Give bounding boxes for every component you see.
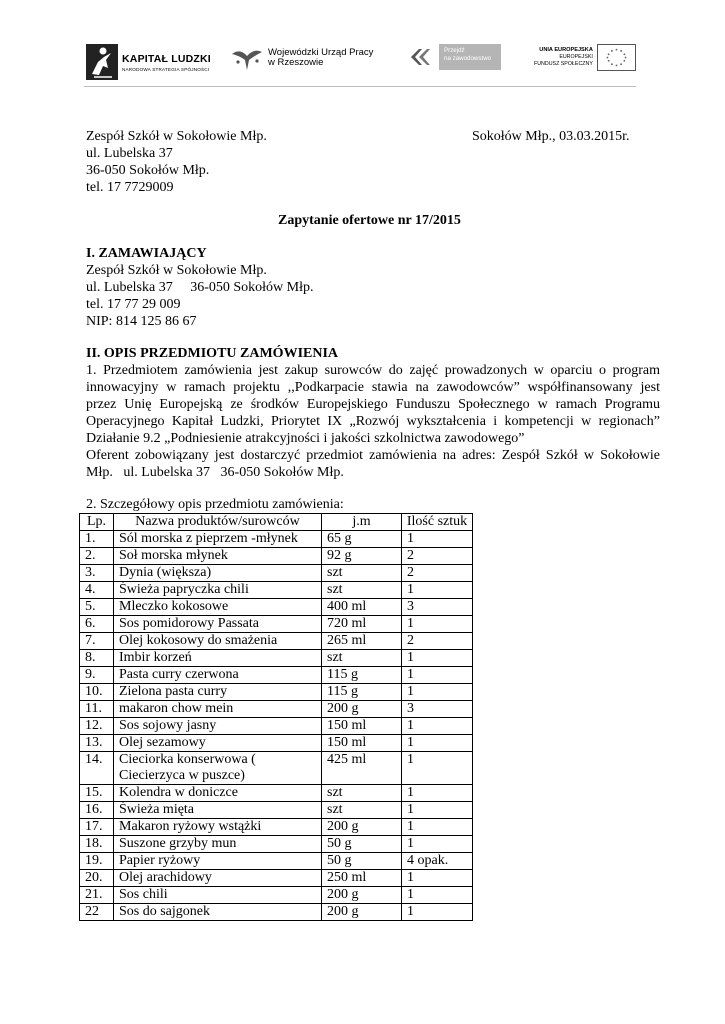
- cell-unit: szt: [322, 582, 402, 599]
- ue-line2: EUROPEJSKI: [559, 54, 593, 61]
- section1-line: ul. Lubelska 37 36-050 Sokołów Młp.: [86, 280, 314, 295]
- cell-lp: 19.: [80, 853, 114, 870]
- cell-unit: 65 g: [322, 531, 402, 548]
- kapital-ludzki-logo: [86, 44, 211, 80]
- cell-lp: 5.: [80, 599, 114, 616]
- section2-paragraph-line: Oferent zobowiązany jest dostarczyć przedmiot zamówienia na adres: Zespół Szkół w Sokołowie: [86, 448, 660, 463]
- cell-unit: 150 ml: [322, 718, 402, 735]
- header-name: Nazwa produktów/surowców: [114, 514, 322, 531]
- przejdz-chevron-icon: [409, 46, 435, 68]
- cell-quantity: 1: [402, 785, 473, 802]
- cell-lp: 20.: [80, 870, 114, 887]
- cell-name: Sos sojowy jasny: [114, 718, 322, 735]
- cell-unit: 400 ml: [322, 599, 402, 616]
- section1-heading: I. ZAMAWIAJĄCY: [86, 246, 207, 261]
- cell-quantity: 1: [402, 684, 473, 701]
- cell-name: Pasta curry czerwona: [114, 667, 322, 684]
- sender-name: Zespół Szkół w Sokołowie Młp.: [86, 129, 267, 144]
- cell-quantity: 1: [402, 735, 473, 752]
- cell-name: Mleczko kokosowe: [114, 599, 322, 616]
- cell-name: Papier ryżowy: [114, 853, 322, 870]
- table-row: [80, 616, 473, 633]
- cell-name: Dynia (większa): [114, 565, 322, 582]
- cell-lp: 14.: [80, 752, 114, 785]
- cell-name: Kolendra w doniczce: [114, 785, 322, 802]
- table-row: [80, 633, 473, 650]
- cell-name: Sos do sajgonek: [114, 904, 322, 921]
- table-row: [80, 684, 473, 701]
- cell-lp: 11.: [80, 701, 114, 718]
- wup-line2: w Rzeszowie: [268, 57, 324, 68]
- table-row: [80, 819, 473, 836]
- wup-logo: [230, 44, 373, 72]
- section2-paragraph-line: Młp. ul. Lubelska 37 36-050 Sokołów Młp.: [86, 465, 344, 480]
- table-row: [80, 785, 473, 802]
- cell-quantity: 1: [402, 752, 473, 785]
- section2-paragraph-line: Operacyjnego Kapitał Ludzki, Priorytet IX „Rozwój wykształcenia i kompetencji w regionach”: [86, 414, 660, 429]
- section2-paragraph-line: innowacyjny w ramach projektu ,,Podkarpacie stawia na zawodowców” współfinansowany jest: [86, 380, 660, 395]
- logo-bar: [84, 40, 636, 87]
- header-quantity: Ilość sztuk: [402, 514, 473, 531]
- cell-quantity: 1: [402, 802, 473, 819]
- cell-quantity: 2: [402, 633, 473, 650]
- table-row: [80, 667, 473, 684]
- section1-line: Zespół Szkół w Sokołowie Młp.: [86, 263, 267, 278]
- table-row: [80, 701, 473, 718]
- cell-unit: szt: [322, 785, 402, 802]
- table-row: [80, 718, 473, 735]
- cell-name: Suszone grzyby mun: [114, 836, 322, 853]
- table-row: [80, 853, 473, 870]
- cell-name: Imbir korzeń: [114, 650, 322, 667]
- table-row: [80, 650, 473, 667]
- cell-quantity: 1: [402, 650, 473, 667]
- table-row: [80, 802, 473, 819]
- section1-line: NIP: 814 125 86 67: [86, 314, 197, 329]
- cell-lp: 18.: [80, 836, 114, 853]
- cell-lp: 9.: [80, 667, 114, 684]
- cell-quantity: 3: [402, 701, 473, 718]
- cell-unit: szt: [322, 802, 402, 819]
- cell-quantity: 1: [402, 904, 473, 921]
- table-row: [80, 565, 473, 582]
- cell-name: Świeża papryczka chili: [114, 582, 322, 599]
- cell-quantity: 3: [402, 599, 473, 616]
- cell-quantity: 1: [402, 819, 473, 836]
- table-row: [80, 870, 473, 887]
- cell-lp: 22: [80, 904, 114, 921]
- table-row: [80, 548, 473, 565]
- cell-name: Zielona pasta curry: [114, 684, 322, 701]
- table-caption: 2. Szczegółowy opis przedmiotu zamówienia:: [86, 497, 344, 512]
- cell-lp: 2.: [80, 548, 114, 565]
- section2-paragraph-line: Działanie 9.2 „Podniesienie atrakcyjności i jakości szkolnictwa zawodowego”: [86, 431, 525, 446]
- cell-quantity: 4 opak.: [402, 853, 473, 870]
- przejdz-line2: na zawodowstwo: [444, 55, 492, 62]
- cell-unit: 720 ml: [322, 616, 402, 633]
- table-row: [80, 836, 473, 853]
- kapital-ludzki-icon: [86, 44, 118, 80]
- cell-unit: 200 g: [322, 887, 402, 904]
- ue-logo: [534, 44, 636, 71]
- cell-name: Makaron ryżowy wstążki: [114, 819, 322, 836]
- cell-lp: 12.: [80, 718, 114, 735]
- cell-name: Sól morska z pieprzem -młynek: [114, 531, 322, 548]
- cell-unit: 92 g: [322, 548, 402, 565]
- cell-name: Olej arachidowy: [114, 870, 322, 887]
- cell-name: makaron chow mein: [114, 701, 322, 718]
- place-date: Sokołów Młp., 03.03.2015r.: [472, 129, 630, 144]
- section1-line: tel. 17 77 29 009: [86, 297, 181, 312]
- table-row: [80, 752, 473, 785]
- ue-line1: UNIA EUROPEJSKA: [539, 47, 593, 54]
- cell-unit: 200 g: [322, 701, 402, 718]
- cell-lp: 15.: [80, 785, 114, 802]
- cell-quantity: 1: [402, 667, 473, 684]
- cell-name: Sos chili: [114, 887, 322, 904]
- section2-paragraph-line: 1. Przedmiotem zamówienia jest zakup surowców do zajęć prowadzonych w oparciu o program: [86, 363, 660, 378]
- wup-bird-icon: [230, 44, 264, 72]
- cell-lp: 17.: [80, 819, 114, 836]
- cell-lp: 3.: [80, 565, 114, 582]
- kapital-ludzki-title: KAPITAŁ LUDZKI: [122, 52, 211, 65]
- cell-lp: 10.: [80, 684, 114, 701]
- cell-unit: 265 ml: [322, 633, 402, 650]
- cell-lp: 21.: [80, 887, 114, 904]
- cell-unit: szt: [322, 565, 402, 582]
- items-table: [79, 513, 473, 921]
- cell-quantity: 1: [402, 870, 473, 887]
- cell-lp: 4.: [80, 582, 114, 599]
- cell-name: Olej kokosowy do smażenia: [114, 633, 322, 650]
- cell-quantity: 1: [402, 531, 473, 548]
- cell-lp: 13.: [80, 735, 114, 752]
- table-header-row: [80, 514, 473, 531]
- ue-line3: FUNDUSZ SPOŁECZNY: [534, 60, 593, 67]
- sender-street: ul. Lubelska 37: [86, 146, 173, 161]
- cell-unit: 50 g: [322, 853, 402, 870]
- table-row: [80, 887, 473, 904]
- section2-paragraph-line: przez Unię Europejską ze środków Europejskiego Funduszu Społecznego w ramach Programu: [86, 397, 660, 412]
- cell-unit: 50 g: [322, 836, 402, 853]
- cell-name: Olej sezamowy: [114, 735, 322, 752]
- cell-name: Świeża mięta: [114, 802, 322, 819]
- cell-name: Cieciorka konserwowa ( Ciecierzyca w puszce): [114, 752, 322, 785]
- sender-phone: tel. 17 7729009: [86, 180, 174, 195]
- cell-quantity: 1: [402, 582, 473, 599]
- table-row: [80, 531, 473, 548]
- table-row: [80, 582, 473, 599]
- cell-unit: 115 g: [322, 684, 402, 701]
- cell-lp: 6.: [80, 616, 114, 633]
- cell-quantity: 1: [402, 836, 473, 853]
- cell-quantity: 2: [402, 565, 473, 582]
- cell-lp: 8.: [80, 650, 114, 667]
- cell-unit: szt: [322, 650, 402, 667]
- cell-quantity: 1: [402, 616, 473, 633]
- table-row: [80, 735, 473, 752]
- cell-unit: 150 ml: [322, 735, 402, 752]
- cell-unit: 115 g: [322, 667, 402, 684]
- przejdz-line1: Przejdź: [444, 47, 465, 54]
- cell-unit: 200 g: [322, 819, 402, 836]
- eu-flag-icon: [597, 44, 636, 71]
- cell-unit: 250 ml: [322, 870, 402, 887]
- header-unit: j.m: [322, 514, 402, 531]
- section2-heading: II. OPIS PRZEDMIOTU ZAMÓWIENIA: [86, 346, 339, 361]
- cell-lp: 1.: [80, 531, 114, 548]
- table-row: [80, 904, 473, 921]
- cell-name: Sos pomidorowy Passata: [114, 616, 322, 633]
- header-lp: Lp.: [80, 514, 114, 531]
- przejdz-logo: [409, 44, 501, 70]
- cell-name: Soł morska młynek: [114, 548, 322, 565]
- cell-unit: 200 g: [322, 904, 402, 921]
- kapital-ludzki-subtitle: NARODOWA STRATEGIA SPÓJNOŚCI: [122, 66, 210, 72]
- cell-unit: 425 ml: [322, 752, 402, 785]
- sender-city: 36-050 Sokołów Młp.: [86, 163, 210, 178]
- cell-quantity: 2: [402, 548, 473, 565]
- wup-line1: Wojewódzki Urząd Pracy: [268, 47, 374, 58]
- cell-lp: 16.: [80, 802, 114, 819]
- cell-quantity: 1: [402, 887, 473, 904]
- cell-quantity: 1: [402, 718, 473, 735]
- table-row: [80, 599, 473, 616]
- table-body: [80, 531, 473, 921]
- document-title: Zapytanie ofertowe nr 17/2015: [278, 213, 461, 228]
- cell-lp: 7.: [80, 633, 114, 650]
